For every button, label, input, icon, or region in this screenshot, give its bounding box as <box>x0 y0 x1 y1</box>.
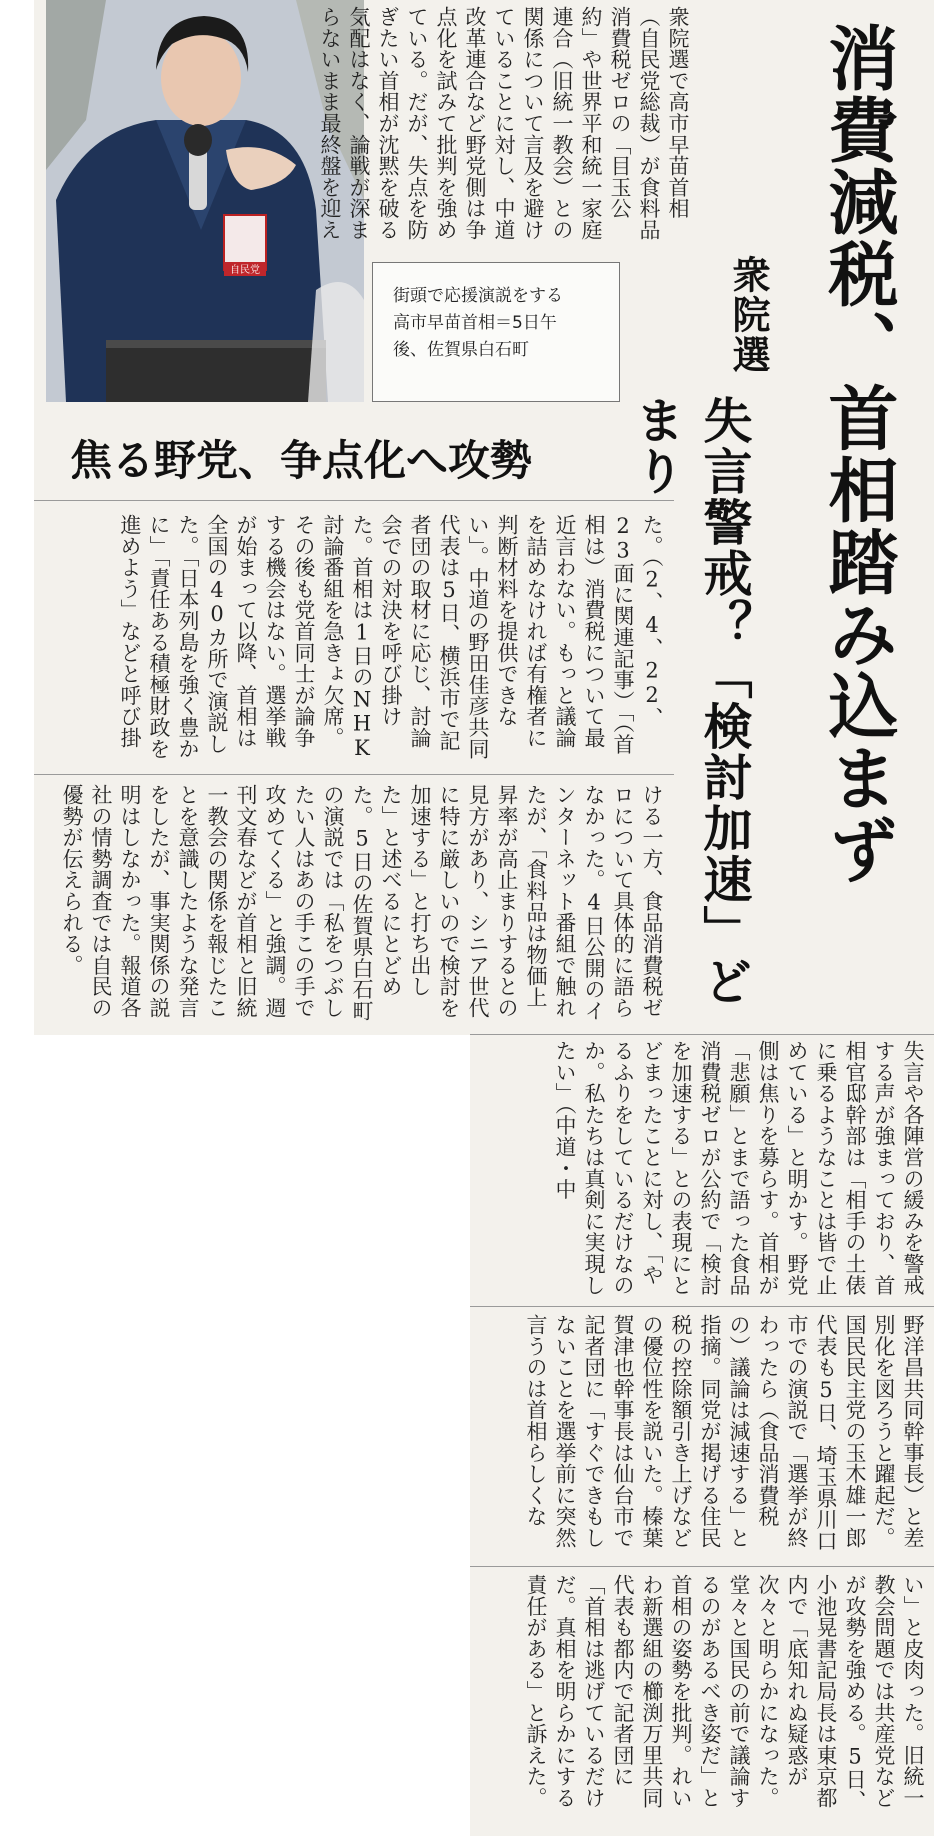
article-lead-column: 衆院選で高市早苗首相（自民党総裁）が食料品消費税ゼロの「目玉公約」や世界平和統一家庭連合（旧統一教会）との関係について言及を避けていることに対し、中道改革連合など野党側は争点化を試みて批判を強めている。だが、失点を防ぎたい首相が沈黙を破る気配はなく、論戦が深まらないまま最終盤を迎え <box>318 6 690 241</box>
main-headline: 消費減税、首相踏み込まず <box>817 22 899 886</box>
article-body-block-1: た。（2、4、22、23面に関連記事）「（首相は）消費税について最近言わない。もっと議論を詰めなければ有権者に判断材料を提供できない」。中道の野田佳彦共同代表は5日、横浜市で記者団の取材に応じ、討論会での対決を呼び掛けた。首相は1日のNHK討論番組を急きょ欠席。その後も党首同士が論争する機会はない。選挙戦が始まって以降、首相は全国の40カ所で演説した。「日本列島を強く豊かに」「責任ある積極財政を進めよう」などと呼び掛 <box>118 514 664 761</box>
photo-caption <box>372 262 620 402</box>
sign-text: 自民党 <box>230 265 260 276</box>
divider <box>34 774 674 775</box>
divider <box>470 1566 934 1567</box>
article-body-block-3: 失言や各陣営の緩みを警戒する声が強まっており、首相官邸幹部は「相手の土俵に乗るようなことは皆で止めている」と明かす。野党側は焦りを募らす。首相が「悲願」とまで語った食品消費税ゼロが公約で「検討を加速する」との表現にとどまったことに対し、「やるふりをしているだけなのか。私たちは真剣に実現したい」（中道・中 <box>553 1040 925 1296</box>
divider <box>34 500 674 501</box>
subhead: 失言警戒？「検討加速」どまり <box>628 395 753 1007</box>
kicker-label: 衆院選 <box>726 255 770 375</box>
article-body-block-4: 野洋昌共同幹事長）と差別化を図ろうと躍起だ。国民民主党の玉木雄一郎代表も5日、埼玉県川口市での演説で「選挙が終わったら（食品消費税の）議論は減速する」と指摘。同党が掲げる住民税の控除額引き上げなどの優位性を説いた。榛葉賀津也幹事長は仙台市で記者団に「すぐできもしないことを選挙前に突然言うのは首相らしくな <box>524 1314 925 1552</box>
caption-line-1: 街頭で応援演説をする <box>393 286 563 306</box>
sub-headline: 焦る野党、争点化へ攻勢 <box>70 436 533 485</box>
article-body-block-5: い」と皮肉った。旧統一教会問題では共産党などが攻勢を強める。5日、小池晃書記局長は東京都内で「底知れぬ疑惑が次々と明らかになった。堂々と国民の前で議論するのがあるべき姿だ」と首相の姿勢を批判。れいわ新選組の櫛渕万里共同代表も都内で記者団に「首相は逃げているだけだ。真相を明らかにする責任がある」と訴えた。 <box>524 1574 925 1812</box>
article-body-block-2: ける一方、食品消費税ゼロについて具体的に語らなかった。4日公開のインターネット番組で触れたが、「食料品は物価上昇率が高止まりするとの見方があり、シニア世代に特に厳しいので検討を加速する」と打ち出した」と述べるにとどめた。5日の佐賀県白石町の演説では「私をつぶしたい人はあの手この手で攻めてくる」と強調。週刊文春などが首相と旧統一教会の関係を報じたことを意識したような発言をしたが、事実関係の説明はしなかった。報道各社の情勢調査では自民の優勢が伝えられる。 <box>60 784 664 1022</box>
caption-line-2: 高市早苗首相＝5日午 <box>393 313 557 333</box>
divider <box>470 1306 934 1307</box>
divider <box>470 1034 934 1035</box>
caption-line-3: 後、佐賀県白石町 <box>393 340 529 360</box>
